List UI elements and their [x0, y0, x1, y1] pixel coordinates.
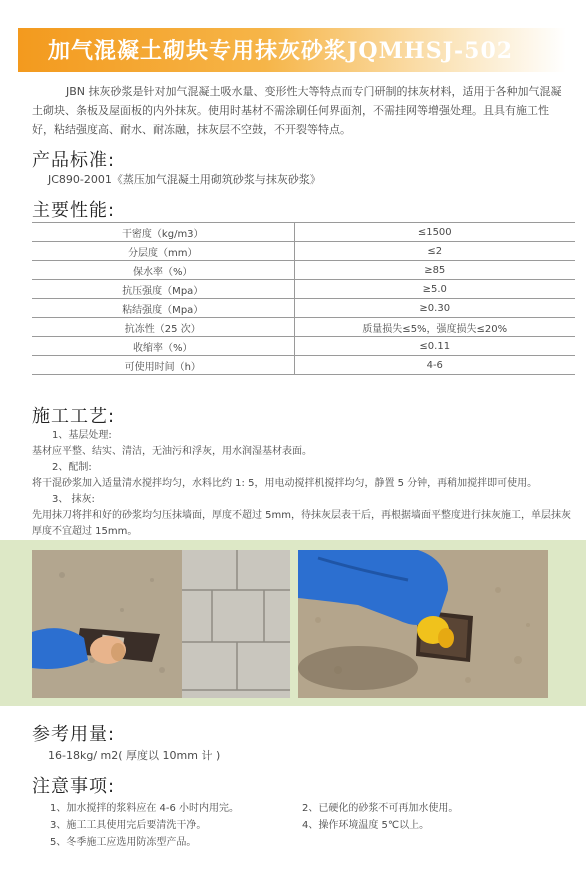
process-heading: 施工工艺: — [32, 406, 116, 427]
process-steps — [32, 428, 572, 540]
page-title: 加气混凝土砌块专用抹灰砂浆JQMHSJ-502 — [48, 38, 514, 64]
table-row — [32, 261, 575, 280]
notes-heading: 注意事项: — [32, 776, 116, 797]
usage-text: 16-18kg/ m2( 厚度以 10mm 计 ) — [48, 749, 221, 762]
notes-left-column — [50, 800, 239, 851]
step-3-text: 先用抹刀将拌和好的砂浆均匀压抹墙面，厚度不超过 5mm，待抹灰层表干后，再根据墙面平整度进行抹灰施工，单层抹灰厚度不宜超过 15mm。 — [32, 510, 572, 537]
step-2-text: 将干混砂浆加入适量清水搅拌均匀，水料比约 1: 5，用电动搅拌机搅拌均匀，静置 5 分钟，再稍加搅拌即可使用。 — [32, 478, 538, 489]
trowel-mixing-illustration — [298, 550, 548, 698]
value-cell: ≥0.30 — [294, 299, 575, 318]
step-2-heading: 2、配制: — [52, 462, 92, 473]
performance-table — [32, 222, 575, 375]
value-cell: ≤1500 — [294, 223, 575, 242]
step-1-heading: 1、基层处理: — [52, 430, 112, 441]
trowel-mixing-photo — [298, 550, 548, 698]
title-banner — [18, 28, 566, 72]
value-cell: ≥85 — [294, 261, 575, 280]
note-item: 4、操作环境温度 5℃以上。 — [302, 820, 430, 831]
plastering-wall-illustration — [32, 550, 290, 698]
table-row — [32, 242, 575, 261]
table-row — [32, 280, 575, 299]
value-cell: ≥5.0 — [294, 280, 575, 299]
value-cell: 4-6 — [294, 356, 575, 375]
property-cell: 粘结强度（Mpa） — [32, 299, 294, 318]
standard-heading: 产品标准: — [32, 150, 116, 171]
intro-paragraph: JBN 抹灰砂浆是针对加气混凝土吸水量、变形性大等特点而专门研制的抹灰材料，适用于各种加气混凝土砌块、条板及屋面板的内外抹灰。使用时基材不需涂刷任何界面剂，不需挂网等增强处理。且具有施工性好，粘结强度高、耐水、耐冻融，抹灰层不空鼓，不开裂等特点。 — [32, 85, 562, 136]
step-1-text: 基材应平整、结实、清洁，无油污和浮灰，用水润湿基材表面。 — [32, 446, 312, 457]
table-row — [32, 356, 575, 375]
value-cell: ≤2 — [294, 242, 575, 261]
usage-heading: 参考用量: — [32, 724, 116, 745]
step-3-heading: 3、 抹灰: — [52, 494, 95, 505]
note-item: 1、加水搅拌的浆料应在 4-6 小时内用完。 — [50, 803, 240, 814]
table-row — [32, 223, 575, 242]
performance-heading: 主要性能: — [32, 200, 116, 221]
table-row — [32, 299, 575, 318]
value-cell: 质量损失≤5%，强度损失≤20% — [294, 318, 575, 337]
note-item: 2、已硬化的砂浆不可再加水使用。 — [302, 803, 459, 814]
standard-text: JC890-2001《蒸压加气混凝土用砌筑砂浆与抹灰砂浆》 — [48, 173, 321, 186]
property-cell: 可使用时间（h） — [32, 356, 294, 375]
note-item: 3、施工工具使用完后要清洗干净。 — [50, 820, 207, 831]
property-cell: 保水率（%） — [32, 261, 294, 280]
property-cell: 抗冻性（25 次） — [32, 318, 294, 337]
property-cell: 分层度（mm） — [32, 242, 294, 261]
table-row — [32, 337, 575, 356]
table-row — [32, 318, 575, 337]
property-cell: 收缩率（%） — [32, 337, 294, 356]
value-cell: ≤0.11 — [294, 337, 575, 356]
property-cell: 干密度（kg/m3） — [32, 223, 294, 242]
plastering-wall-photo — [32, 550, 290, 698]
notes-right-column — [302, 800, 458, 834]
note-item: 5、冬季施工应选用防冻型产品。 — [50, 837, 197, 848]
property-cell: 抗压强度（Mpa） — [32, 280, 294, 299]
